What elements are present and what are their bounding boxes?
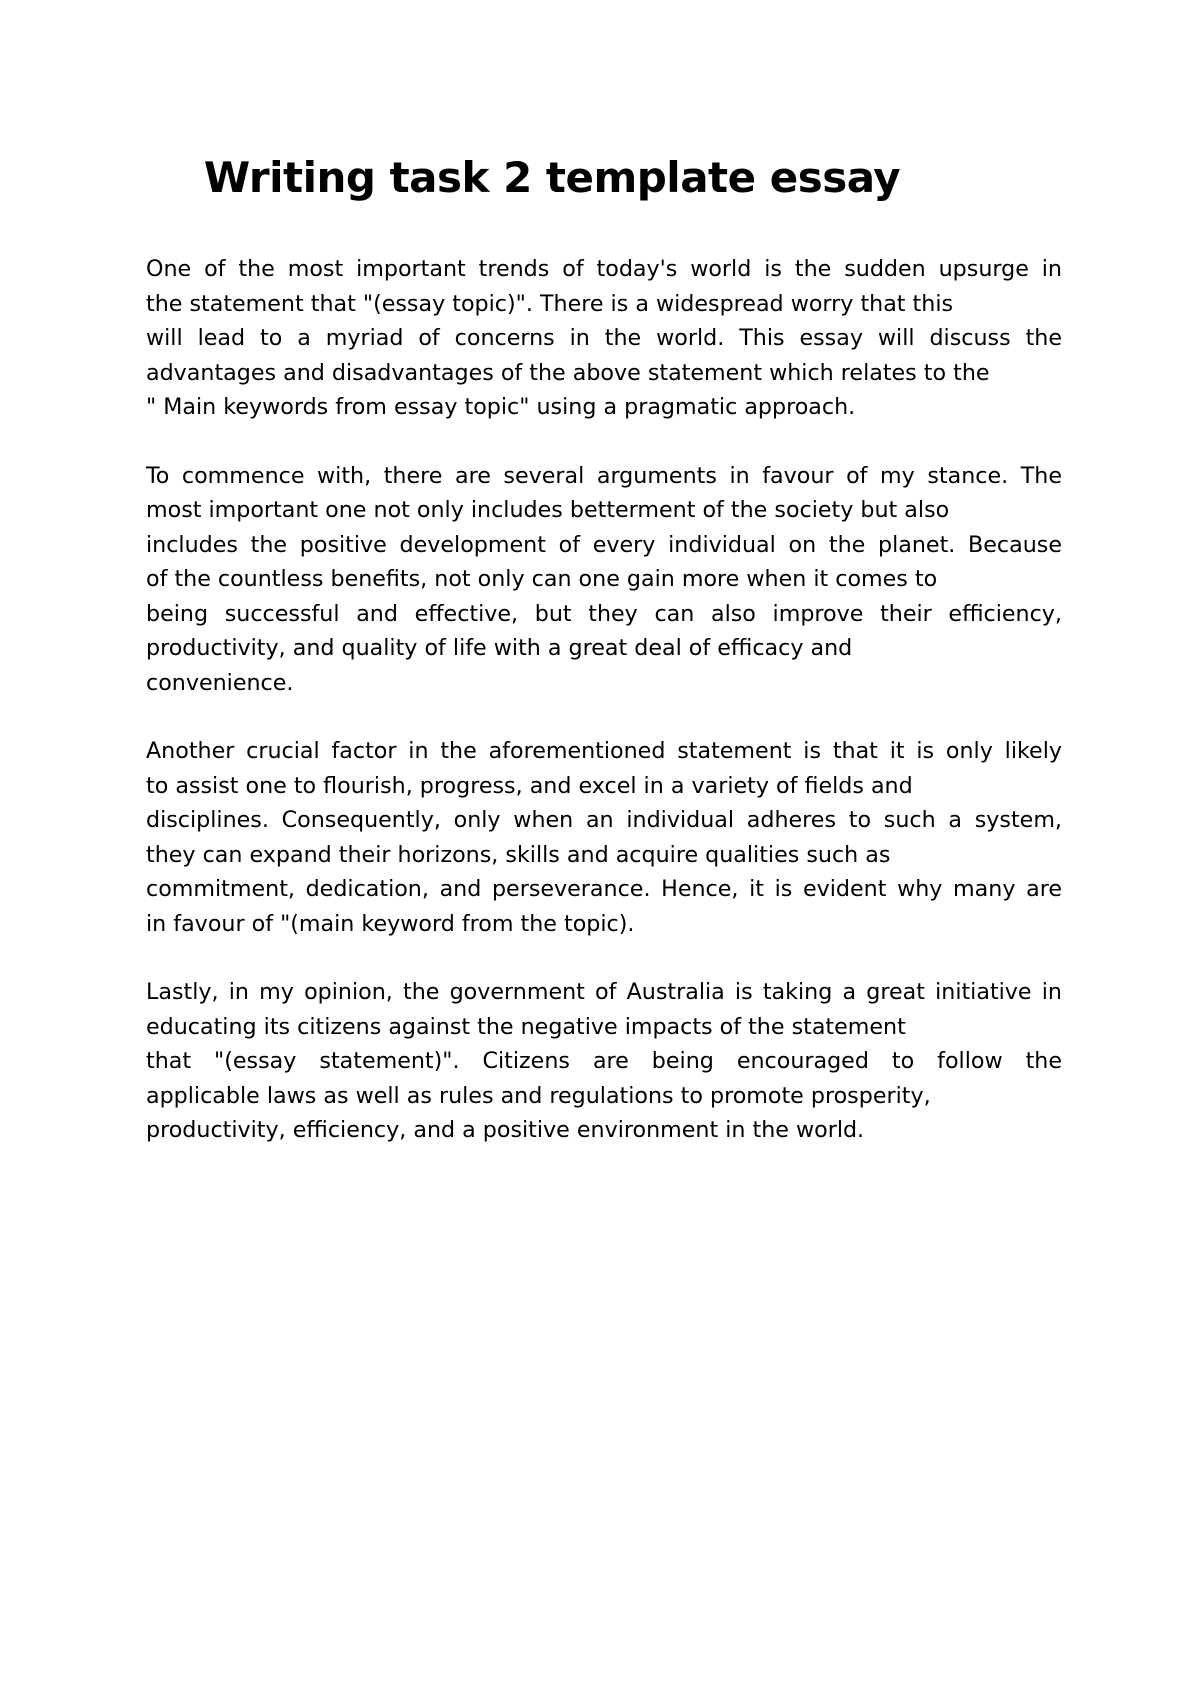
paragraph-line: One of the most important trends of today's world is the sudden upsurge in — [146, 256, 1062, 282]
paragraph-line: will lead to a myriad of concerns in the world. This essay will discuss the — [146, 325, 1062, 351]
paragraph-line: includes the positive development of every individual on the planet. Because — [146, 531, 1062, 558]
paragraph-line: being successful and effective, but they can also improve their efficiency, — [146, 600, 1062, 627]
paragraph-line: applicable laws as well as rules and regulations to promote prosperity, — [146, 1082, 931, 1109]
paragraph-line: advantages and disadvantages of the above statement which relates to the — [146, 359, 990, 386]
paragraph-line: commitment, dedication, and perseverance. Hence, it is evident why many are — [146, 876, 1062, 902]
paragraph-line: To commence with, there are several arguments in favour of my stance. The — [146, 462, 1062, 489]
paragraph-line: " Main keywords from essay topic" using a pragmatic approach. — [146, 394, 856, 420]
paragraph-line: most important one not only includes betterment of the society but also — [146, 497, 950, 523]
essay-paragraph-4 — [146, 975, 1062, 1148]
paragraph-line: disciplines. Consequently, only when an individual adheres to such a system, — [146, 807, 1062, 833]
essay-body — [146, 252, 1062, 1182]
paragraph-line: Lastly, in my opinion, the government of Australia is taking a great initiative in — [146, 979, 1062, 1005]
paragraph-line: they can expand their horizons, skills and acquire qualities such as — [146, 841, 891, 868]
paragraph-line: the statement that "(essay topic)". There is a widespread worry that this — [146, 290, 954, 317]
document-title: Writing task 2 template essay — [203, 153, 901, 202]
essay-paragraph-2 — [146, 459, 1062, 701]
paragraph-line: of the countless benefits, not only can one gain more when it comes to — [146, 566, 938, 592]
paragraph-line: convenience. — [146, 669, 294, 696]
paragraph-line: productivity, and quality of life with a great deal of efficacy and — [146, 635, 853, 661]
essay-paragraph-1 — [146, 252, 1062, 425]
paragraph-line: Another crucial factor in the aforementioned statement is that it is only likely — [146, 738, 1062, 764]
paragraph-line: to assist one to flourish, progress, and excel in a variety of fields and — [146, 772, 913, 799]
paragraph-line: in favour of "(main keyword from the topic). — [146, 910, 635, 937]
paragraph-line: productivity, efficiency, and a positive environment in the world. — [146, 1117, 865, 1143]
essay-paragraph-3 — [146, 734, 1062, 941]
paragraph-line: educating its citizens against the negative impacts of the statement — [146, 1013, 906, 1040]
paragraph-line: that "(essay statement)". Citizens are being encouraged to follow the — [146, 1048, 1062, 1074]
